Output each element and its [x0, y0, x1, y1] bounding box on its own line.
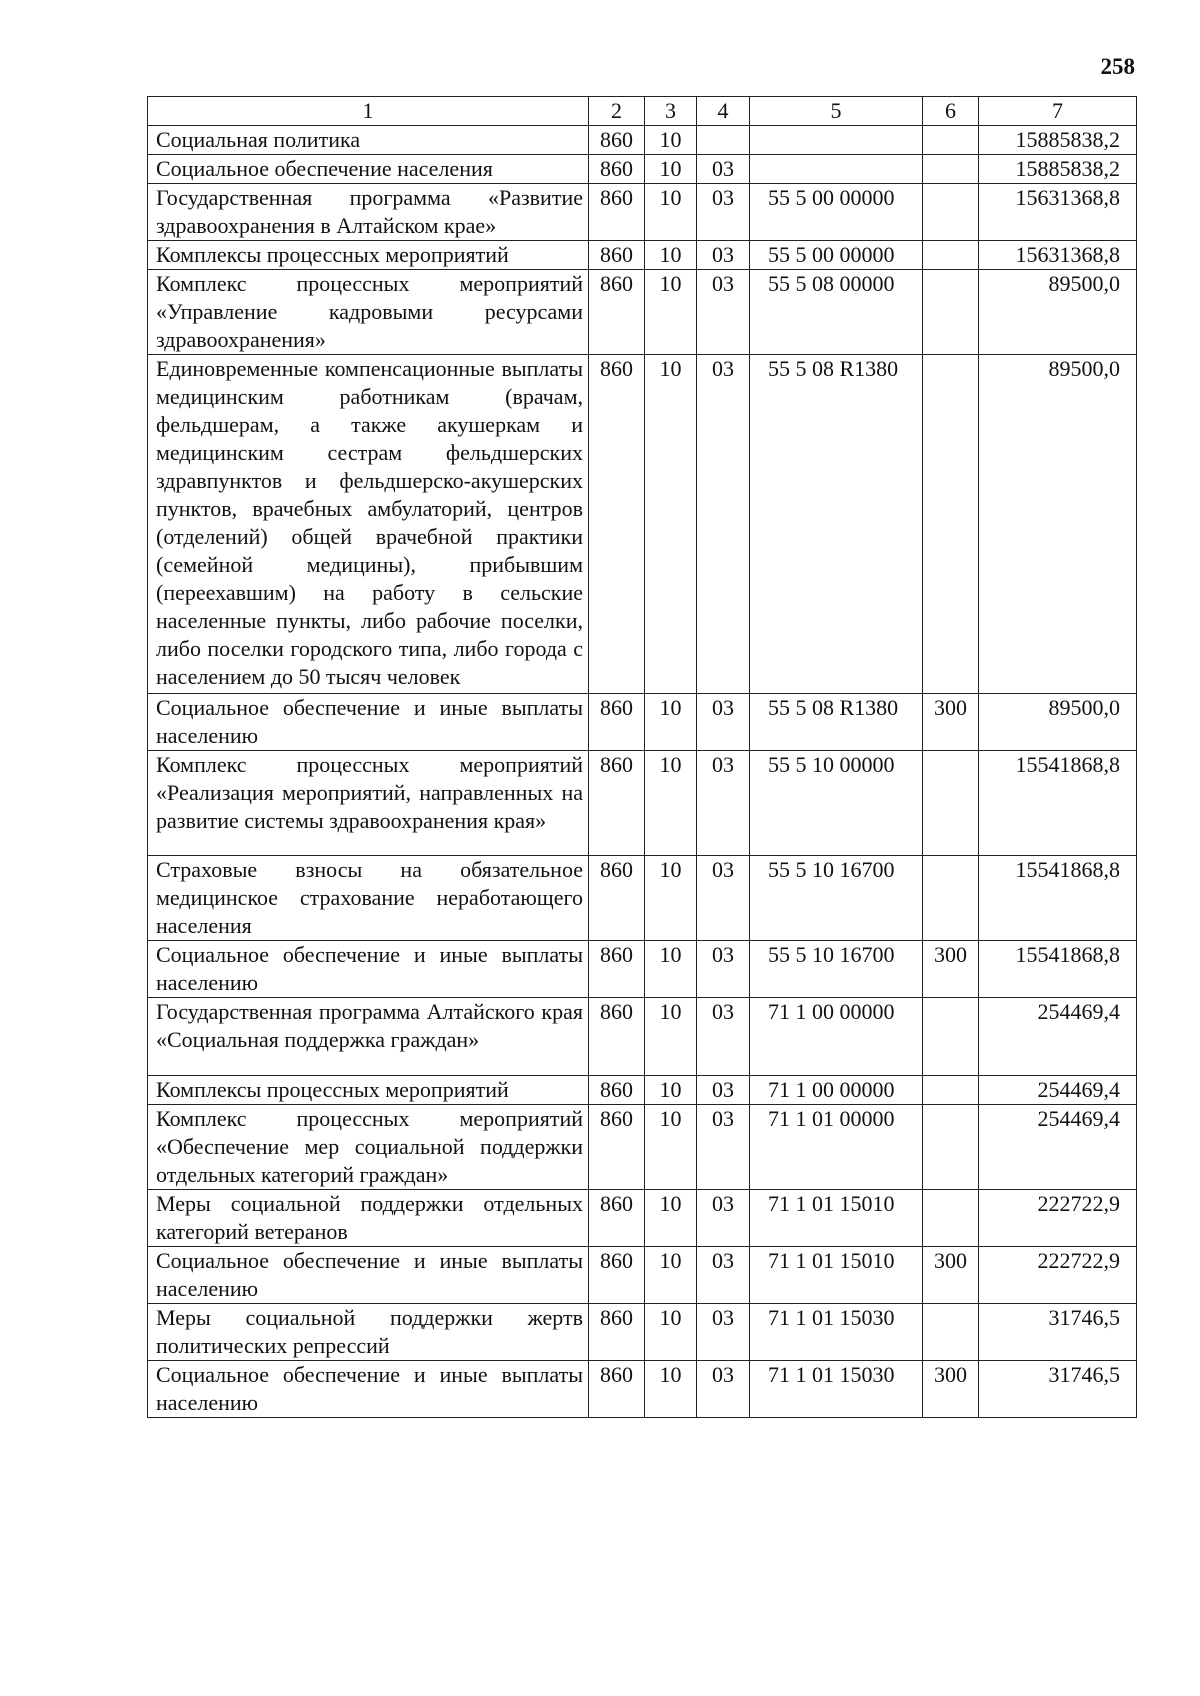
row-code-5: 55 5 08 R1380 — [750, 694, 923, 751]
row-code-2: 860 — [589, 856, 645, 941]
row-code-2: 860 — [589, 126, 645, 155]
row-code-3: 10 — [645, 1190, 697, 1247]
row-name: Единовременные компенсационные выплаты медицинским работникам (врачам, фельдшерам, а также акушеркам и медицинским сестрам фельдшерских здравпунктов и фельдшерско-акушерских пунктов, врачебных амбулаторий, центров (отделений) общей врачебной практики (семейной медицины), прибывшим (переехавшим) на работу в сельские населенные пункты, либо рабочие поселки, либо поселки городского типа, либо города с населением до 50 тысяч человек — [148, 355, 589, 694]
row-amount: 222722,9 — [979, 1247, 1137, 1304]
row-code-5: 55 5 10 00000 — [750, 751, 923, 856]
row-amount: 222722,9 — [979, 1190, 1137, 1247]
row-code-3: 10 — [645, 1076, 697, 1105]
row-name: Комплексы процессных мероприятий — [148, 1076, 589, 1105]
row-code-2: 860 — [589, 184, 645, 241]
row-code-6 — [923, 126, 979, 155]
row-code-3: 10 — [645, 1105, 697, 1190]
row-code-4: 03 — [697, 355, 750, 694]
row-name: Социальное обеспечение и иные выплаты населению — [148, 941, 589, 998]
row-amount: 89500,0 — [979, 694, 1137, 751]
row-code-4: 03 — [697, 751, 750, 856]
row-name: Социальное обеспечение населения — [148, 155, 589, 184]
table-row — [148, 998, 1137, 1076]
row-code-4: 03 — [697, 998, 750, 1076]
row-code-5: 71 1 00 00000 — [750, 998, 923, 1076]
row-code-5: 71 1 01 15030 — [750, 1304, 923, 1361]
row-amount: 15541868,8 — [979, 751, 1137, 856]
row-code-5: 71 1 01 15010 — [750, 1190, 923, 1247]
row-code-5: 55 5 08 R1380 — [750, 355, 923, 694]
row-code-4: 03 — [697, 270, 750, 355]
row-code-2: 860 — [589, 751, 645, 856]
table-row — [148, 1076, 1137, 1105]
header-cell-col-2: 2 — [589, 97, 645, 126]
row-name: Меры социальной поддержки жертв политических репрессий — [148, 1304, 589, 1361]
row-code-4 — [697, 126, 750, 155]
row-code-6 — [923, 270, 979, 355]
row-code-5: 71 1 01 15010 — [750, 1247, 923, 1304]
row-code-6 — [923, 1076, 979, 1105]
row-code-6 — [923, 1105, 979, 1190]
row-amount: 89500,0 — [979, 355, 1137, 694]
table-row — [148, 1247, 1137, 1304]
row-code-5: 55 5 10 16700 — [750, 941, 923, 998]
row-code-3: 10 — [645, 126, 697, 155]
row-code-4: 03 — [697, 1076, 750, 1105]
row-code-4: 03 — [697, 941, 750, 998]
row-code-6: 300 — [923, 941, 979, 998]
row-code-4: 03 — [697, 856, 750, 941]
page-number: 258 — [1100, 54, 1135, 79]
row-code-5: 71 1 01 15030 — [750, 1361, 923, 1418]
row-name: Меры социальной поддержки отдельных категорий ветеранов — [148, 1190, 589, 1247]
table-row — [148, 270, 1137, 355]
row-code-2: 860 — [589, 355, 645, 694]
row-code-5: 55 5 00 00000 — [750, 241, 923, 270]
header-row — [148, 97, 1137, 126]
row-name: Комплекс процессных мероприятий «Обеспечение мер социальной поддержки отдельных категорий граждан» — [148, 1105, 589, 1190]
table-row — [148, 155, 1137, 184]
header-cell-col-5: 5 — [750, 97, 923, 126]
row-code-2: 860 — [589, 1304, 645, 1361]
row-code-2: 860 — [589, 1247, 645, 1304]
row-name: Государственная программа «Развитие здравоохранения в Алтайском крае» — [148, 184, 589, 241]
row-name: Страховые взносы на обязательное медицинское страхование неработающего населения — [148, 856, 589, 941]
row-code-3: 10 — [645, 941, 697, 998]
row-code-2: 860 — [589, 1361, 645, 1418]
row-amount: 15541868,8 — [979, 856, 1137, 941]
row-code-4: 03 — [697, 155, 750, 184]
table-row — [148, 184, 1137, 241]
row-code-2: 860 — [589, 1105, 645, 1190]
row-code-2: 860 — [589, 1076, 645, 1105]
header-cell-col-1: 1 — [148, 97, 589, 126]
row-amount: 15885838,2 — [979, 155, 1137, 184]
table-row — [148, 856, 1137, 941]
row-code-4: 03 — [697, 1190, 750, 1247]
row-amount: 89500,0 — [979, 270, 1137, 355]
row-code-6: 300 — [923, 1361, 979, 1418]
table-header — [148, 97, 1137, 126]
row-code-3: 10 — [645, 155, 697, 184]
budget-table — [147, 96, 1137, 1418]
row-code-2: 860 — [589, 270, 645, 355]
row-amount: 15541868,8 — [979, 941, 1137, 998]
row-name: Комплекс процессных мероприятий «Управление кадровыми ресурсами здравоохранения» — [148, 270, 589, 355]
row-code-2: 860 — [589, 998, 645, 1076]
row-code-5 — [750, 126, 923, 155]
row-code-4: 03 — [697, 241, 750, 270]
table-row — [148, 941, 1137, 998]
row-amount: 15631368,8 — [979, 184, 1137, 241]
table-row — [148, 694, 1137, 751]
table-row — [148, 1304, 1137, 1361]
row-amount: 254469,4 — [979, 1076, 1137, 1105]
row-code-6: 300 — [923, 694, 979, 751]
table-body — [148, 126, 1137, 1418]
row-code-4: 03 — [697, 1105, 750, 1190]
table-row — [148, 355, 1137, 694]
table-row — [148, 1105, 1137, 1190]
row-name: Социальная политика — [148, 126, 589, 155]
row-code-3: 10 — [645, 184, 697, 241]
row-code-3: 10 — [645, 241, 697, 270]
row-name: Комплекс процессных мероприятий «Реализация мероприятий, направленных на развитие системы здравоохранения края» — [148, 751, 589, 856]
row-code-5: 71 1 00 00000 — [750, 1076, 923, 1105]
row-code-4: 03 — [697, 184, 750, 241]
row-name: Социальное обеспечение и иные выплаты населению — [148, 1361, 589, 1418]
header-cell-col-7: 7 — [979, 97, 1137, 126]
row-code-6 — [923, 856, 979, 941]
row-amount: 254469,4 — [979, 1105, 1137, 1190]
row-code-3: 10 — [645, 270, 697, 355]
header-cell-col-6: 6 — [923, 97, 979, 126]
row-code-4: 03 — [697, 1361, 750, 1418]
row-code-4: 03 — [697, 1247, 750, 1304]
row-code-3: 10 — [645, 355, 697, 694]
row-code-5 — [750, 155, 923, 184]
row-code-6 — [923, 998, 979, 1076]
table-row — [148, 1361, 1137, 1418]
row-code-5: 55 5 10 16700 — [750, 856, 923, 941]
row-code-6 — [923, 751, 979, 856]
row-code-6 — [923, 184, 979, 241]
row-code-3: 10 — [645, 694, 697, 751]
row-code-4: 03 — [697, 694, 750, 751]
row-code-3: 10 — [645, 1247, 697, 1304]
row-code-3: 10 — [645, 1361, 697, 1418]
row-code-6 — [923, 241, 979, 270]
row-amount: 15885838,2 — [979, 126, 1137, 155]
row-code-6 — [923, 1304, 979, 1361]
row-code-3: 10 — [645, 751, 697, 856]
row-code-2: 860 — [589, 155, 645, 184]
table-row — [148, 241, 1137, 270]
row-code-3: 10 — [645, 856, 697, 941]
row-code-2: 860 — [589, 941, 645, 998]
row-code-3: 10 — [645, 1304, 697, 1361]
row-code-2: 860 — [589, 241, 645, 270]
row-amount: 254469,4 — [979, 998, 1137, 1076]
header-cell-col-4: 4 — [697, 97, 750, 126]
row-code-6 — [923, 355, 979, 694]
row-amount: 15631368,8 — [979, 241, 1137, 270]
row-code-3: 10 — [645, 998, 697, 1076]
row-code-5: 55 5 00 00000 — [750, 184, 923, 241]
row-amount: 31746,5 — [979, 1361, 1137, 1418]
row-code-6 — [923, 155, 979, 184]
row-code-4: 03 — [697, 1304, 750, 1361]
row-name: Социальное обеспечение и иные выплаты населению — [148, 1247, 589, 1304]
table-row — [148, 126, 1137, 155]
row-amount: 31746,5 — [979, 1304, 1137, 1361]
row-code-6: 300 — [923, 1247, 979, 1304]
row-name: Социальное обеспечение и иные выплаты населению — [148, 694, 589, 751]
table-row — [148, 751, 1137, 856]
row-code-2: 860 — [589, 694, 645, 751]
row-code-5: 55 5 08 00000 — [750, 270, 923, 355]
row-code-5: 71 1 01 00000 — [750, 1105, 923, 1190]
row-code-2: 860 — [589, 1190, 645, 1247]
row-name: Комплексы процессных мероприятий — [148, 241, 589, 270]
row-name: Государственная программа Алтайского края «Социальная поддержка граждан» — [148, 998, 589, 1076]
row-code-6 — [923, 1190, 979, 1247]
header-cell-col-3: 3 — [645, 97, 697, 126]
table-row — [148, 1190, 1137, 1247]
